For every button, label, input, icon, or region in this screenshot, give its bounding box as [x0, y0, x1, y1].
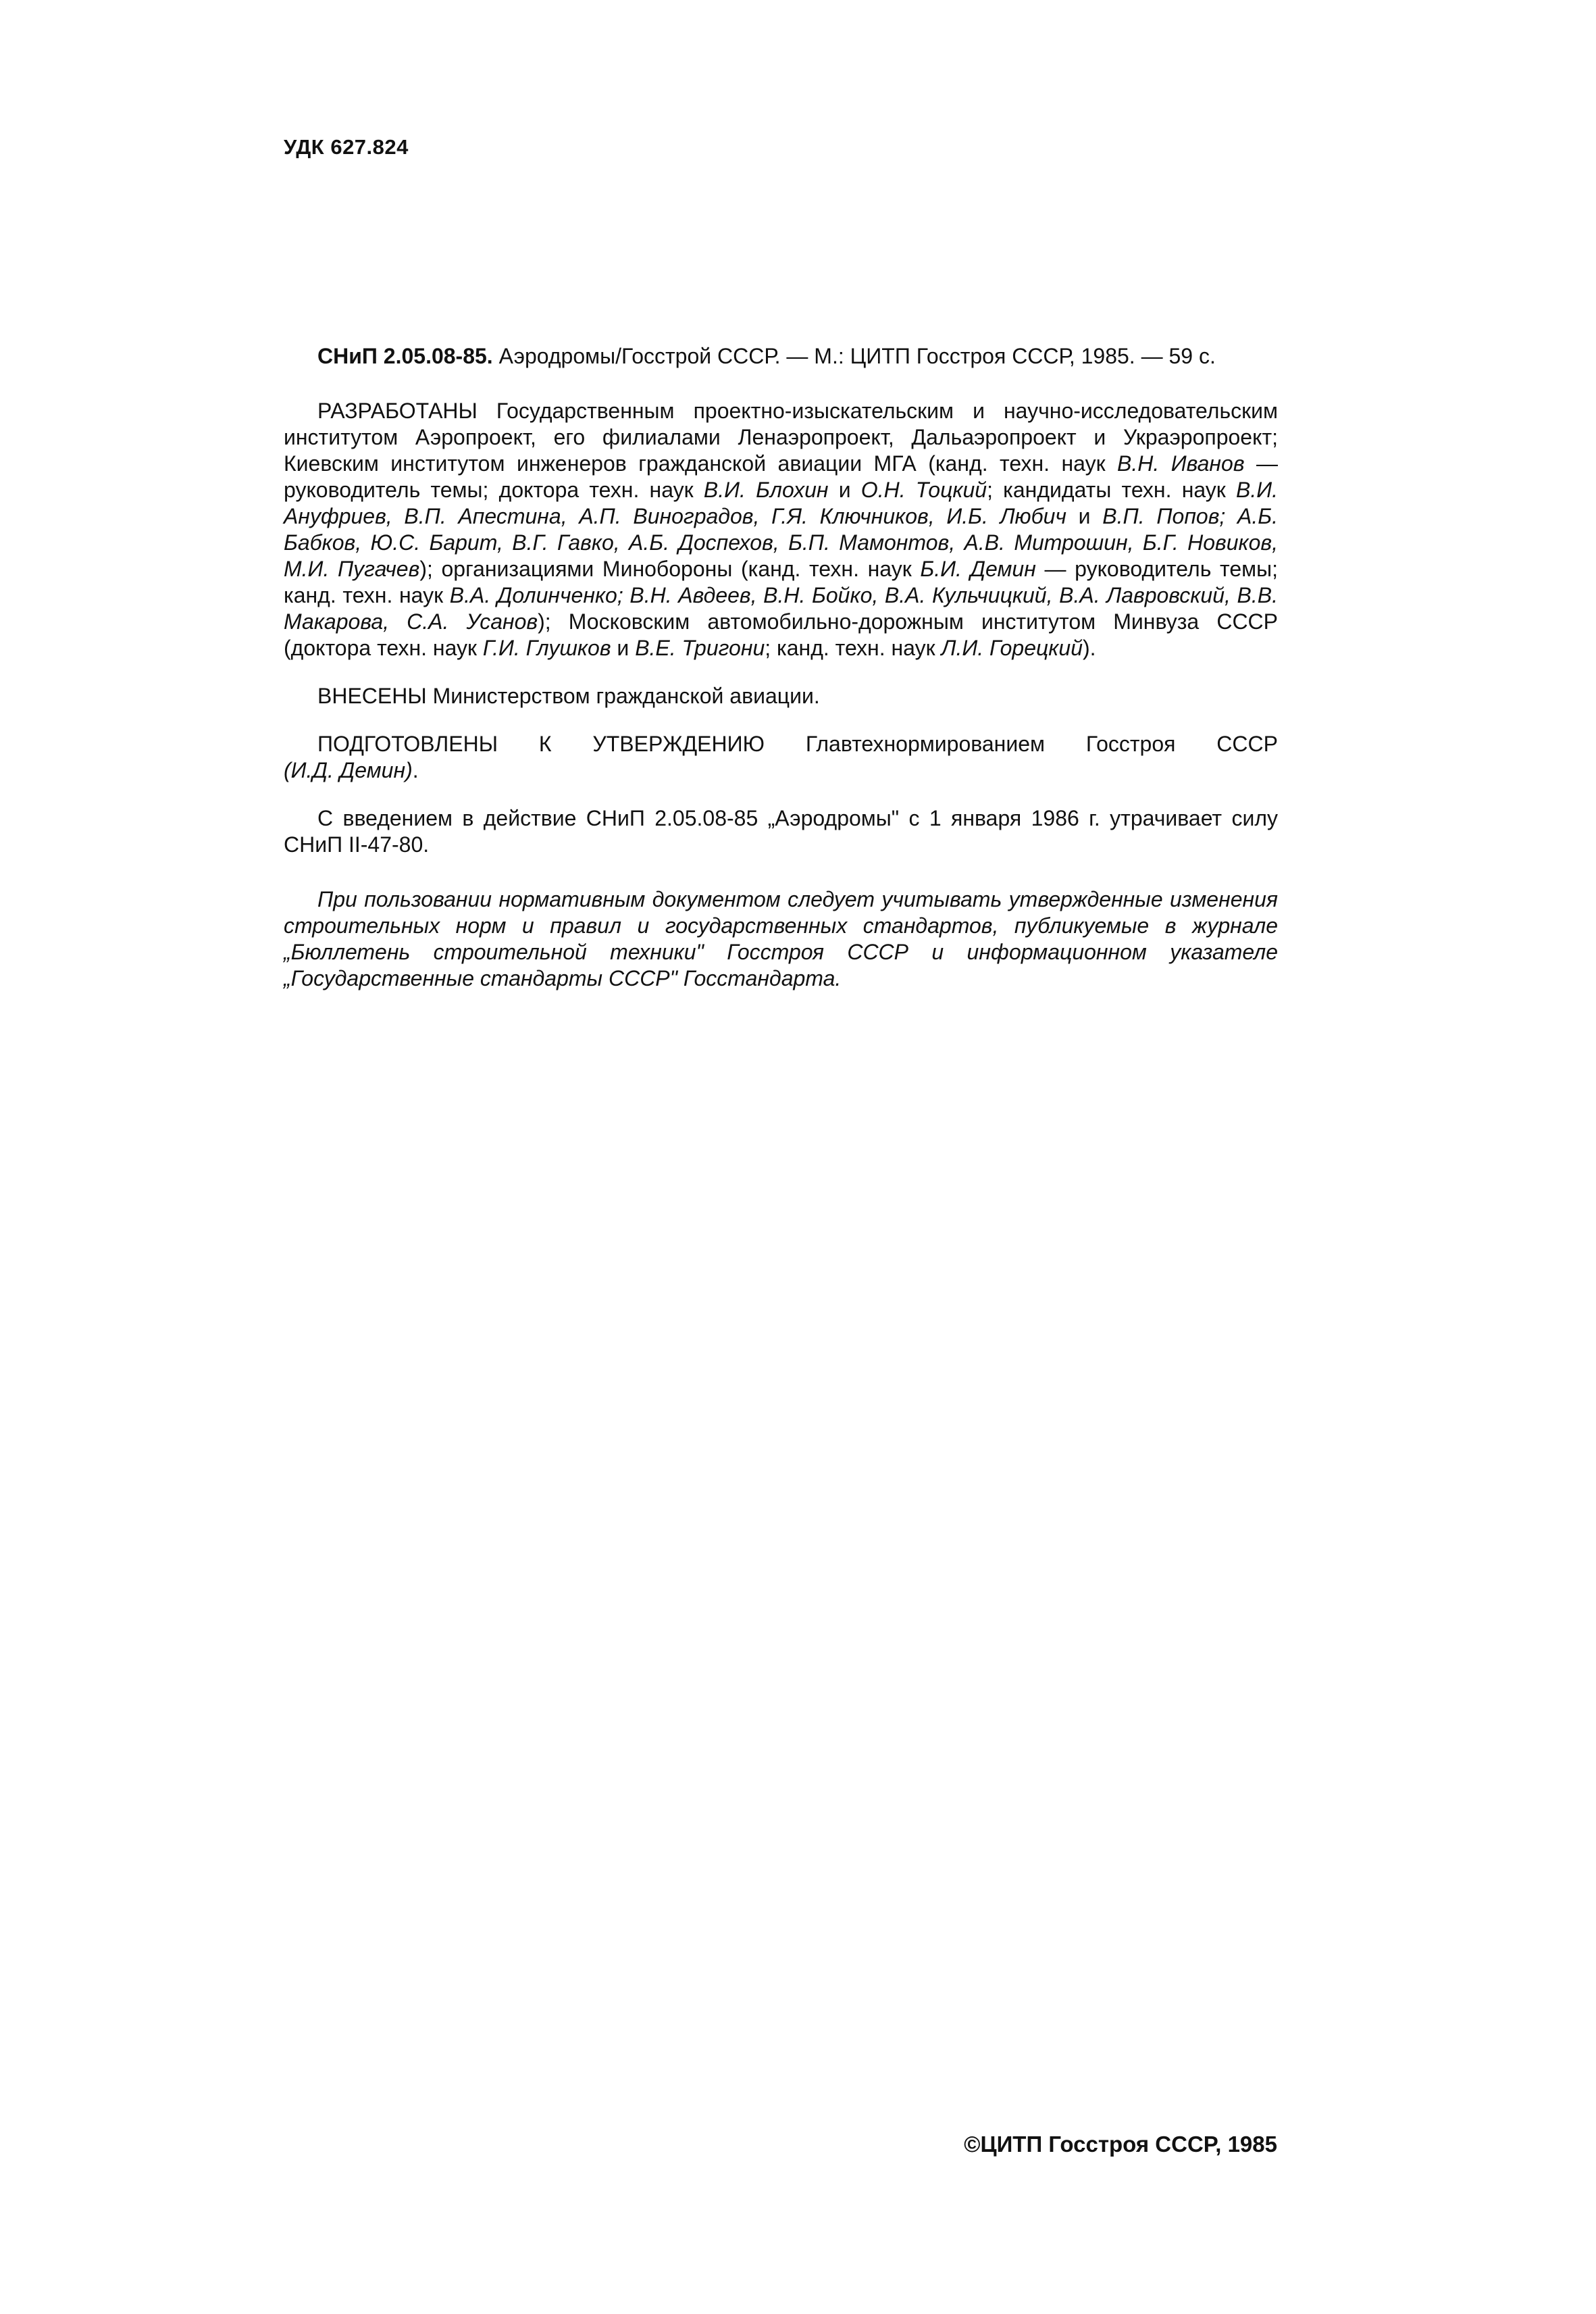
prepared-heading: К	[538, 732, 552, 756]
developed-text: — руководитель темы; канд. техн. наук	[284, 557, 1279, 607]
developer-name: В.П. Попов; А.Б. Бабков, Ю.С. Барит, В.Г. Гавко, А.Б. Доспехов, Б.П. Мамонтов, А.В. Митрошин, Б.Г. Новиков, М.И. Пугачев	[284, 504, 1279, 581]
developed-heading: РАЗРАБОТАНЫ	[317, 399, 478, 423]
prepared-heading: УТВЕРЖДЕНИЮ	[592, 732, 765, 756]
developer-name: Б.И. Демин	[920, 557, 1036, 581]
developed-text: — руководитель темы; доктора техн. наук	[284, 451, 1279, 502]
prepared-heading: ПОДГОТОВЛЕНЫ	[317, 732, 498, 756]
developer-name: В.Н. Иванов	[1117, 451, 1245, 476]
copyright-notice: ©ЦИТП Госстроя СССР, 1985	[964, 2132, 1277, 2157]
citation-rest: Аэродромы/Госстрой СССР. — М.: ЦИТП Госстроя СССР, 1985. — 59 с.	[492, 344, 1216, 368]
developer-name: Л.И. Горецкий	[941, 636, 1083, 660]
prepared-org: Госстроя	[1085, 732, 1176, 756]
developer-name: Г.И. Глушков	[482, 636, 611, 660]
developed-text: ).	[1083, 636, 1096, 660]
prepared-person-line	[284, 757, 1278, 784]
prepared-org: Главтехнормированием	[805, 732, 1046, 756]
citation-code: СНиП 2.05.08-85.	[317, 344, 493, 368]
introduced-heading: ВНЕСЕНЫ	[317, 684, 427, 708]
introduced-paragraph	[284, 683, 1278, 709]
developed-text: и	[828, 478, 861, 502]
usage-note: При пользовании нормативным документом следует учитывать утвержденные изменения строительных норм и правил и государственных стандартов, публикуемые в журнале „Бюллетень строительной техники" Госстроя СССР и информационном указателе „Государственные стандарты СССР" Госстандарта.	[284, 887, 1278, 990]
udk-code: УДК 627.824	[284, 135, 409, 159]
introduced-text: Министерством гражданской авиации.	[426, 684, 820, 708]
developed-text: и	[1066, 504, 1103, 528]
developed-text: ; канд. техн. наук	[765, 636, 942, 660]
bibliographic-citation	[284, 343, 1278, 370]
developer-name: В.И. Ануфриев, В.П. Апестина, А.П. Виноградов, Г.Я. Ключников, И.Б. Любич	[284, 478, 1279, 528]
developed-text: и	[611, 636, 636, 660]
developer-name: В.Е. Тригони	[635, 636, 765, 660]
developed-text: ); Московским автомобильно-дорожным институтом Минвуза СССР (доктора техн. наук	[284, 609, 1279, 660]
developer-name: В.А. Долинченко; В.Н. Авдеев, В.Н. Бойко, В.А. Кульчицкий, В.А. Лавровский, В.В. Макарова, С.А. Усанов	[284, 583, 1278, 634]
effect-paragraph: С введением в действие СНиП 2.05.08-85 „Аэродромы" с 1 января 1986 г. утрачивает силу СНиП II-47-80.	[284, 806, 1278, 857]
prepared-org: СССР	[1216, 732, 1278, 756]
developer-name: О.Н. Тоцкий	[860, 478, 987, 502]
prepared-line	[284, 731, 1278, 757]
prepared-person: (И.Д. Демин)	[284, 758, 413, 782]
document-body	[284, 343, 1278, 992]
prepared-paragraph	[284, 731, 1278, 784]
developed-text: ); организациями Минобороны (канд. техн. наук	[419, 557, 921, 581]
developed-text: Государственным проектно-изыскательским и научно-исследовательским институтом Аэропроект, его филиалами Ленаэропроект, Дальаэропроект и Украэропроект; Киевским институтом инженеров гражданской авиации МГА (канд. техн. наук	[284, 399, 1278, 476]
developer-name: В.И. Блохин	[703, 478, 829, 502]
developed-text: ; кандидаты техн. наук	[987, 478, 1237, 502]
developed-paragraph	[284, 398, 1278, 661]
prepared-end: .	[412, 758, 419, 782]
